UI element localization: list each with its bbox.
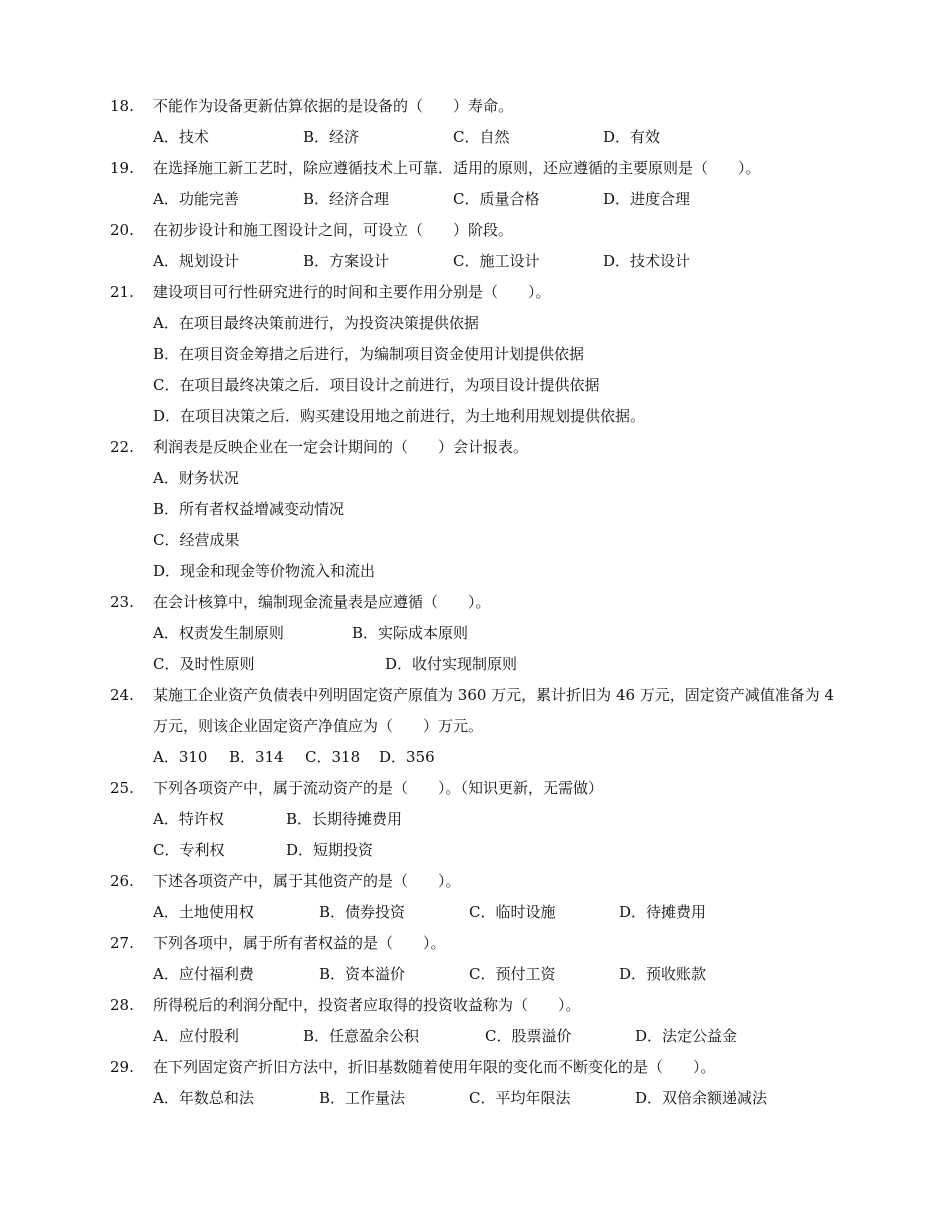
answer-option: D．法定公益金 xyxy=(635,1027,738,1045)
answer-option: D．双倍余额递减法 xyxy=(635,1089,768,1107)
question-text: 利润表是反映企业在一定会计期间的（ ）会计报表。 xyxy=(153,438,529,456)
option-row xyxy=(153,742,950,773)
question-item xyxy=(0,153,950,215)
answer-option: D．技术设计 xyxy=(603,252,691,270)
question-number: 23. xyxy=(110,593,134,611)
question-item xyxy=(0,91,950,153)
answer-option: C．在项目最终决策之后．项目设计之前进行，为项目设计提供依据 xyxy=(153,376,600,394)
answer-option: C．经营成果 xyxy=(153,531,240,549)
answer-option: A．财务状况 xyxy=(153,469,239,487)
answer-option: A．土地使用权 xyxy=(153,903,254,921)
answer-option: C．临时设施 xyxy=(469,903,556,921)
answer-option: A．310 xyxy=(153,748,208,766)
answer-option: B．在项目资金筹措之后进行，为编制项目资金使用计划提供依据 xyxy=(153,345,585,363)
answer-option: D．现金和现金等价物流入和流出 xyxy=(153,562,376,580)
option-row xyxy=(153,835,950,866)
question-list xyxy=(0,91,950,1114)
option-row xyxy=(153,804,950,835)
answer-option: B．债券投资 xyxy=(319,903,406,921)
question-number: 20. xyxy=(110,221,134,239)
question-text: 某施工企业资产负债表中列明固定资产原值为 360 万元，累计折旧为 46 万元，固定资产减值准备为 4 万元，则该企业固定资产净值应为（ ）万元。 xyxy=(153,686,835,735)
question-text: 在下列固定资产折旧方法中，折旧基数随着使用年限的变化而不断变化的是（ ）。 xyxy=(153,1058,716,1076)
option-row xyxy=(153,959,950,990)
question-item xyxy=(0,680,950,773)
question-number: 28. xyxy=(110,996,134,1014)
answer-option: D．进度合理 xyxy=(603,190,691,208)
question-number: 24. xyxy=(110,686,134,704)
option-row xyxy=(153,246,950,277)
question-number: 21. xyxy=(110,283,134,301)
answer-option: B．方案设计 xyxy=(303,252,390,270)
answer-option: A．规划设计 xyxy=(153,252,239,270)
question-item xyxy=(0,1052,950,1114)
question-text: 建设项目可行性研究进行的时间和主要作用分别是（ ）。 xyxy=(153,283,551,301)
answer-option: B．长期待摊费用 xyxy=(286,810,403,828)
question-number: 22. xyxy=(110,438,134,456)
answer-option: A．权责发生制原则 xyxy=(153,624,284,642)
answer-option: D．在项目决策之后．购买建设用地之前进行，为土地利用规划提供依据。 xyxy=(153,407,646,425)
answer-option: B．所有者权益增减变动情况 xyxy=(153,500,345,518)
option-row xyxy=(153,618,950,649)
question-item xyxy=(0,866,950,928)
question-text: 在会计核算中，编制现金流量表是应遵循（ ）。 xyxy=(153,593,491,611)
answer-option: A．应付股利 xyxy=(153,1027,239,1045)
question-item xyxy=(0,432,950,587)
question-item xyxy=(0,928,950,990)
question-text: 下列各项中，属于所有者权益的是（ ）。 xyxy=(153,934,446,952)
answer-option: C．平均年限法 xyxy=(469,1089,571,1107)
option-row xyxy=(153,1083,950,1114)
answer-option: A．功能完善 xyxy=(153,190,239,208)
answer-option: B．经济 xyxy=(303,128,360,146)
answer-option: B．工作量法 xyxy=(319,1089,406,1107)
answer-option: D．待摊费用 xyxy=(619,903,707,921)
question-item xyxy=(0,773,950,866)
question-text: 在初步设计和施工图设计之间，可设立（ ）阶段。 xyxy=(153,221,514,239)
question-text: 所得税后的利润分配中，投资者应取得的投资收益称为（ ）。 xyxy=(153,996,581,1014)
answer-option: A．在项目最终决策前进行，为投资决策提供依据 xyxy=(153,314,479,332)
option-row xyxy=(153,184,950,215)
answer-option: C．股票溢价 xyxy=(485,1027,572,1045)
question-number: 25. xyxy=(110,779,134,797)
question-item xyxy=(0,277,950,432)
answer-option: A．应付福利费 xyxy=(153,965,254,983)
question-text: 下述各项资产中，属于其他资产的是（ ）。 xyxy=(153,872,461,890)
answer-option: B．实际成本原则 xyxy=(352,624,469,642)
answer-option: A．特许权 xyxy=(153,810,224,828)
option-row xyxy=(153,649,950,680)
answer-option: C．自然 xyxy=(453,128,510,146)
answer-option: C．及时性原则 xyxy=(153,655,255,673)
question-number: 26. xyxy=(110,872,134,890)
option-row xyxy=(153,122,950,153)
answer-option: D．有效 xyxy=(603,128,661,146)
answer-option: C．318 xyxy=(305,748,361,766)
question-text: 下列各项资产中，属于流动资产的是（ ）。（知识更新，无需做） xyxy=(153,779,604,797)
option-row xyxy=(153,897,950,928)
answer-option: C．施工设计 xyxy=(453,252,540,270)
question-item xyxy=(0,587,950,680)
question-number: 27. xyxy=(110,934,134,952)
answer-option: B．314 xyxy=(229,748,284,766)
answer-option: B．资本溢价 xyxy=(319,965,406,983)
answer-option: D．短期投资 xyxy=(286,841,374,859)
answer-option: D．356 xyxy=(379,748,435,766)
question-number: 19. xyxy=(110,159,134,177)
answer-option: B．经济合理 xyxy=(303,190,390,208)
option-row xyxy=(153,1021,950,1052)
answer-option: A．年数总和法 xyxy=(153,1089,254,1107)
answer-option: B．任意盈余公积 xyxy=(303,1027,420,1045)
answer-option: C．专利权 xyxy=(153,841,225,859)
answer-option: D．收付实现制原则 xyxy=(385,655,518,673)
question-item xyxy=(0,215,950,277)
answer-option: C．质量合格 xyxy=(453,190,540,208)
question-text: 在选择施工新工艺时，除应遵循技术上可靠．适用的原则，还应遵循的主要原则是（ ）。 xyxy=(153,159,761,177)
question-item xyxy=(0,990,950,1052)
answer-option: C．预付工资 xyxy=(469,965,556,983)
answer-option: D．预收账款 xyxy=(619,965,707,983)
question-number: 29. xyxy=(110,1058,134,1076)
question-number: 18. xyxy=(110,97,134,115)
question-text: 不能作为设备更新估算依据的是设备的（ ）寿命。 xyxy=(153,97,514,115)
answer-option: A．技术 xyxy=(153,128,209,146)
